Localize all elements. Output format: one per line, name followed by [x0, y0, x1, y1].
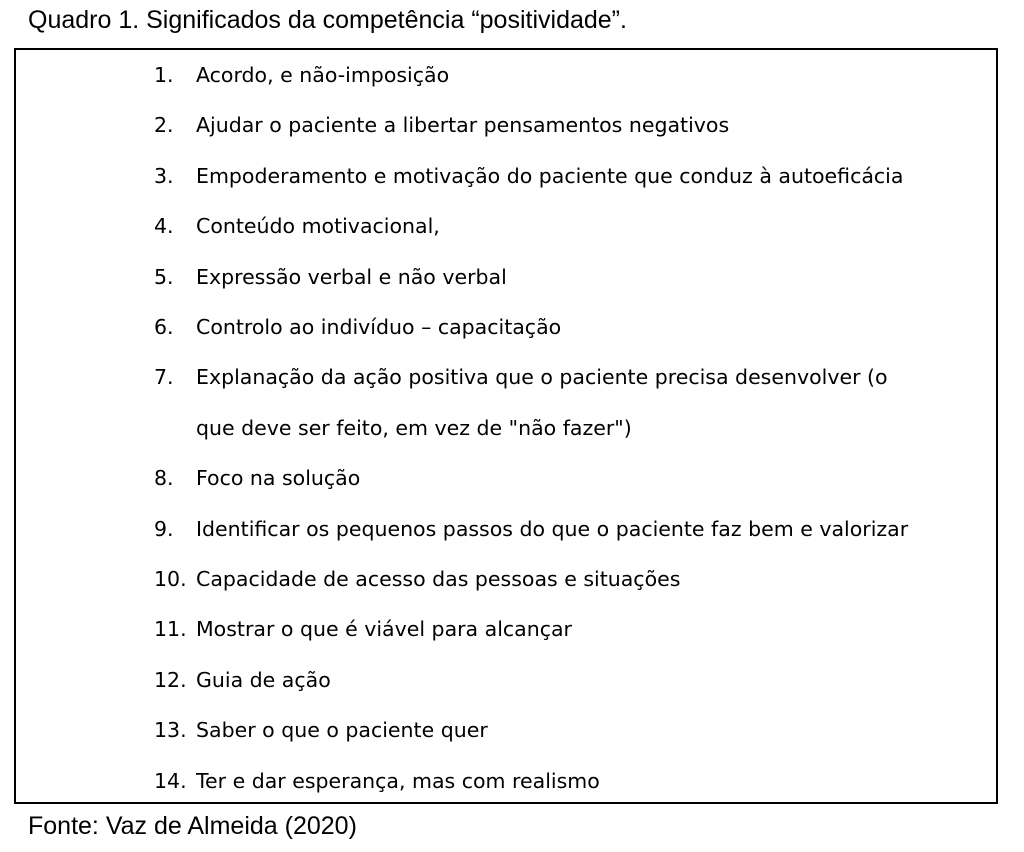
item-text — [196, 302, 561, 352]
meanings-box — [14, 48, 998, 804]
item-number: 1. — [154, 63, 174, 87]
list-item — [154, 352, 908, 453]
item-text-line: Ajudar o paciente a libertar pensamentos negativos — [196, 113, 730, 138]
item-number: 10. — [154, 567, 187, 592]
item-text-line: Empoderamento e motivação do paciente que conduz à autoeficácia — [196, 163, 904, 188]
meanings-list — [154, 50, 908, 806]
list-item — [154, 504, 908, 554]
item-number: 4. — [154, 214, 174, 239]
item-text-line: Foco na solução — [196, 466, 361, 491]
item-text — [196, 756, 600, 806]
item-text-line: Capacidade de acesso das pessoas e situações — [196, 567, 681, 592]
list-item — [154, 50, 908, 100]
item-number: 3. — [154, 163, 174, 188]
list-item — [154, 302, 908, 352]
item-text — [196, 453, 360, 503]
item-number: 5. — [154, 264, 174, 289]
item-number: 14. — [154, 768, 187, 793]
item-text — [196, 151, 903, 201]
list-item — [154, 252, 908, 302]
list-item — [154, 151, 908, 201]
item-text — [196, 201, 440, 251]
list-item — [154, 604, 908, 654]
source-note: Fonte: Vaz de Almeida (2020) — [28, 812, 357, 840]
list-item — [154, 655, 908, 705]
list-item — [154, 201, 908, 251]
list-item — [154, 100, 908, 150]
item-text-line: que deve ser feito, em vez de "não fazer") — [196, 415, 632, 440]
item-number: 7. — [154, 365, 174, 390]
item-text — [196, 705, 488, 755]
item-text-line: Saber o que o paciente quer — [196, 718, 488, 743]
list-item — [154, 756, 908, 806]
item-number: 12. — [154, 667, 187, 692]
item-text-line: Acordo, e não-imposição — [196, 63, 450, 87]
item-number: 13. — [154, 718, 187, 743]
item-text — [196, 352, 888, 453]
item-text-line: Guia de ação — [196, 667, 331, 692]
item-text-line: Ter e dar esperança, mas com realismo — [196, 768, 600, 793]
item-text-line: Mostrar o que é viável para alcançar — [196, 617, 572, 642]
item-number: 6. — [154, 315, 174, 340]
item-text-line: Identificar os pequenos passos do que o paciente faz bem e valorizar — [196, 516, 909, 541]
list-item — [154, 453, 908, 503]
table-caption: Quadro 1. Significados da competência “positividade”. — [28, 6, 627, 34]
item-text-line: Expressão verbal e não verbal — [196, 264, 507, 289]
item-text — [196, 100, 729, 150]
item-text-line: Conteúdo motivacional, — [196, 214, 440, 239]
item-number: 2. — [154, 113, 174, 138]
item-number: 11. — [154, 617, 187, 642]
item-text — [196, 655, 331, 705]
item-text — [196, 50, 449, 100]
item-text — [196, 554, 680, 604]
item-text-line: Explanação da ação positiva que o paciente precisa desenvolver (o — [196, 365, 888, 390]
item-text — [196, 252, 507, 302]
list-item — [154, 554, 908, 604]
item-number: 9. — [154, 516, 174, 541]
list-item — [154, 705, 908, 755]
item-text — [196, 504, 908, 554]
item-text-line: Controlo ao indivíduo – capacitação — [196, 315, 562, 340]
item-text — [196, 604, 572, 654]
item-number: 8. — [154, 466, 174, 491]
